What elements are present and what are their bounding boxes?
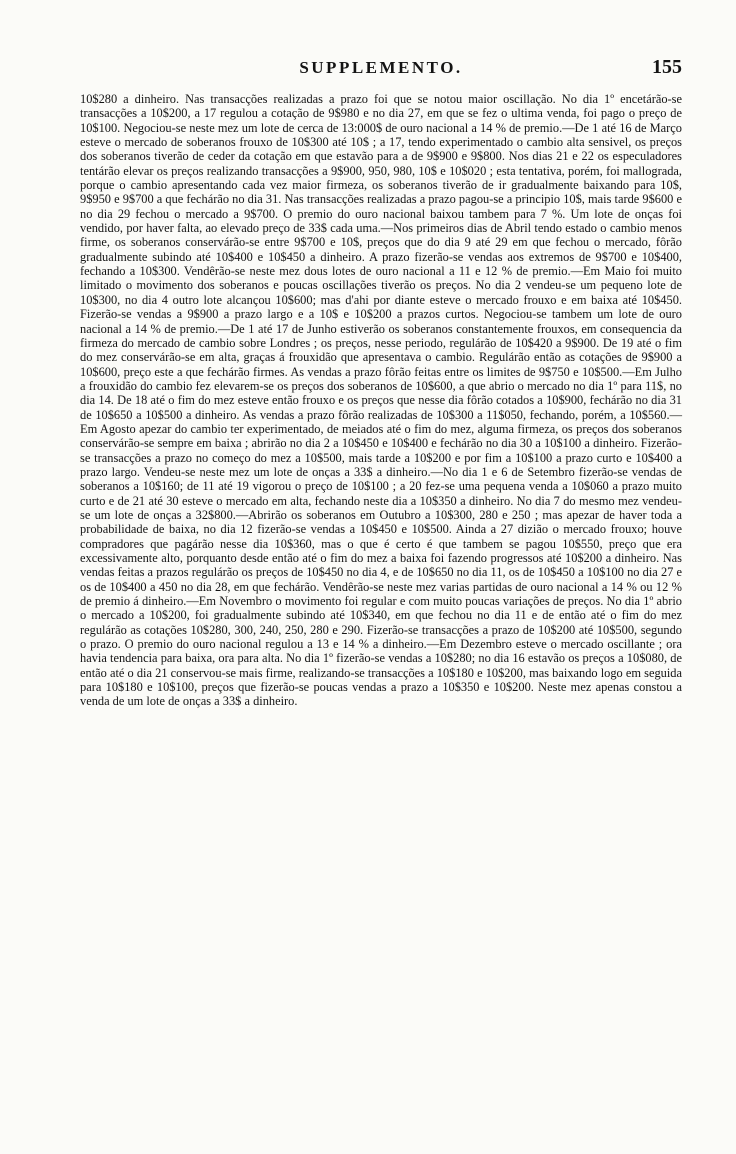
running-title: SUPPLEMENTO.	[299, 58, 463, 77]
body-paragraph: 10$280 a dinheiro. Nas transacções realizadas a prazo foi que se notou maior oscillação. No dia 1º encetárão-se transacções a 10$200, a 17 regulou a cotação de 9$980 e no dia 27, em que se fez o ultima venda, foi pago o preço de 10$100. Negociou-se neste mez um lote de cerca de 13:000$ de ouro nacional a 14 % de premio.—De 1 até 16 de Março esteve o mercado de soberanos frouxo de 10$300 até 10$ ; a 17, tendo experimentado o cambio alta sensivel, os preços dos soberanos tiverão de ceder da cotação em que estavão para a de 9$900 e 9$800. Nos dias 21 e 22 os especuladores tentárão elevar os preços realizando transacções a 9$900, 950, 980, 10$ e 10$020 ; esta tentativa, porém, foi mallograda, porque o cambio apresentando cada vez maior firmeza, os soberanos tiverão de ir gradualmente baixando para 10$, 9$950 e 9$700 a que fechárão no dia 31. Nas transacções realizadas a prazo pagou-se a principio 10$, mais tarde 9$600 e no dia 29 fechou o mercado a 9$700. O premio do ouro nacional baixou tambem para 7 %. Um lote de onças foi vendido, por haver falta, ao elevado preço de 33$ cada uma.—Nos primeiros dias de Abril tendo estado o cambio menos firme, os soberanos conservárão-se entre 9$700 e 10$, preços que do dia 9 até 29 em que fechou o mercado, fôrão gradualmente subindo até 10$400 e 10$450 a dinheiro. A prazo fizerão-se vendas aos extremos de 9$700 e 10$400, fechando a 10$300. Vendêrão-se neste mez dous lotes de ouro nacional a 11 e 12 % de premio.—Em Maio foi muito limitado o movimento dos soberanos e poucas oscillações tiverão os preços. No dia 2 vendeu-se um pequeno lote de 10$300, no dia 4 outro lote alcançou 10$600; mas d'ahi por diante esteve o mercado frouxo e em baixa até 10$450. Fizerão-se vendas a 9$900 a prazo largo e a 10$ e 10$200 a prazos curtos. Negociou-se tambem um lote de ouro nacional a 14 % de premio.—De 1 até 17 de Junho estiverão os soberanos constantemente frouxos, em consequencia da firmeza do mercado de cambio sobre Londres ; os preços, nesse periodo, regulárão de 10$420 a 9$900. De 19 até o fim do mez conservárão-se em alta, graças á frouxidão que apresentava o cambio. Regulárão então as cotações de 9$900 a 10$600, preço este a que fechárão firmes. As vendas a prazo fôrão feitas entre os limites de 9$750 e 10$500.—Em Julho a frouxidão do cambio fez elevarem-se os preços dos soberanos de 10$600, a que abrio o mercado no dia 1º para 11$, no dia 14. De 18 até o fim do mez esteve então frouxo e os preços que nesse dia fôrão cotados a 10$900, fechárão no dia 31 de 10$650 a 10$500 a dinheiro. As vendas a prazo fôrão realizadas de 10$300 a 11$050, fechando, porém, a 10$560.—Em Agosto apezar do cambio ter experimentado, de meiados até o fim do mez, alguma firmeza, os preços dos soberanos conservárão-se sempre em baixa ; abrirão no dia 2 a 10$450 e 10$400 e fechárão no dia 30 a 10$100 a dinheiro. Fizerão-se transacções a prazo no começo do mez a 10$500, mais tarde a 10$200 e por fim a 10$100 a prazo curto e 10$400 a prazo largo. Vendeu-se neste mez um lote de onças a 33$ a dinheiro.—No dia 1 e 6 de Setembro fizerão-se vendas de soberanos a 10$160; de 11 até 19 vigorou o preço de 10$100 ; a 20 fez-se uma pequena venda a 10$060 a prazo muito curto e de 21 até 30 esteve o mercado em alta, fechando neste dia a 10$350 a dinheiro. No dia 7 do mesmo mez vendeu-se um lote de onças a 32$800.—Abrirão os soberanos em Outubro a 10$300, 280 e 250 ; mas apezar de haver toda a probabilidade de baixa, no dia 12 fizerão-se vendas a 10$450 e 10$500. Ainda a 27 dizião o mercado frouxo; houve compradores que pagárão nesse dia 10$360, mas o que é certo é que tambem se pagou 10$550, preço que era excessivamente alto, porquanto desde então até o fim do mez a baixa foi fazendo progressos até 10$200 a dinheiro. Nas vendas feitas a prazos regulárão os preços de 10$450 no dia 4, e de 10$650 no dia 11, os de 10$450 a 10$100 no dia 27 e os de 10$400 a 450 no dia 28, em que fechárão. Vendêrão-se neste mez varias partidas de ouro nacional a 14 % ou 12 % de premio á dinheiro.—Em Novembro o movimento foi regular e com muito poucas variações de preços. No dia 1º abrio o mercado a 10$200, foi gradualmente subindo até 10$340, em que fechou no dia 11 e de então até o fim do mez regulárão as cotações 10$280, 300, 240, 250, 280 e 290. Fizerão-se transacções a prazo de 10$200 até 10$500, segundo o prazo. O premio do ouro nacional regulou a 13 e 14 % a dinheiro.—Em Dezembro esteve o mercado oscillante ; ora havia tendencia para baixa, ora para alta. No dia 1º fizerão-se vendas a 10$280; no dia 16 estavão os preços a 10$080, de então até o dia 21 conservou-se mais firme, realizando-se transacções a 10$180 e 10$200, mas baixando logo em seguida para 10$180 e 10$100, preços que fizerão-se poucas vendas a prazo a 10$350 e 10$200. Neste mez apenas constou a venda de um lote de onças a 33$ a dinheiro.	[80, 92, 682, 709]
page-header	[80, 58, 682, 88]
page-number: 155	[652, 56, 682, 78]
